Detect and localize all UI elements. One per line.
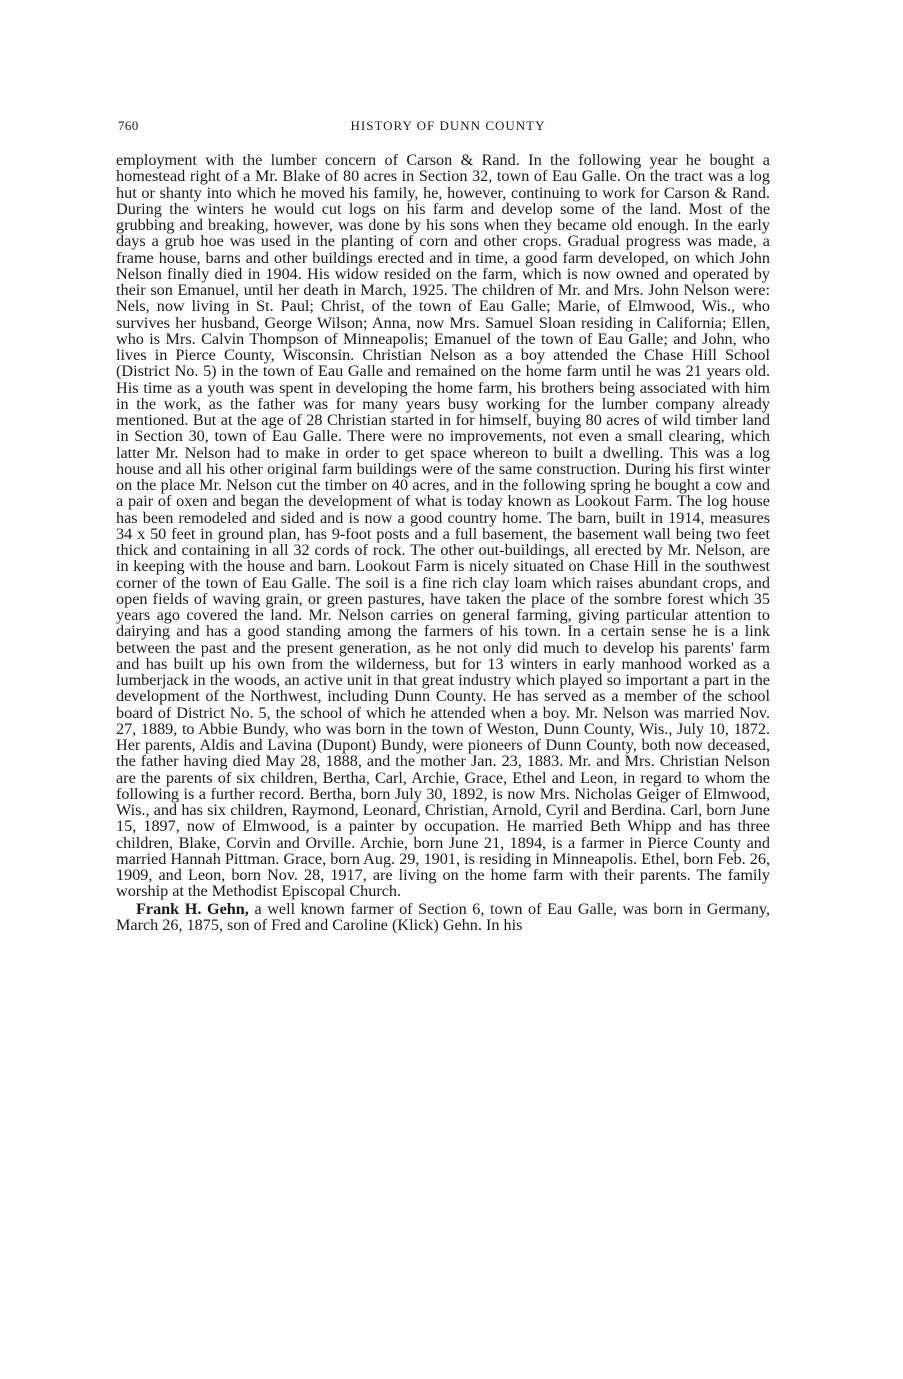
body-text xyxy=(116,152,770,933)
running-head xyxy=(118,118,778,138)
entry-name: Frank H. Gehn, xyxy=(136,899,249,918)
running-title: HISTORY OF DUNN COUNTY xyxy=(350,118,546,133)
page-number: 760 xyxy=(118,118,139,133)
biography-entry xyxy=(116,901,770,934)
body-paragraph: employment with the lumber concern of Carson & Rand. In the following year he bought a homestead right of a Mr. Blake of 80 acres in Section 32, town of Eau Galle. On the tract was a log hut or shanty into which he moved his family, he, however, continuing to work for Carson & Rand. During the winters he would cut logs on his farm and develop some of the land. Most of the grubbing and breaking, however, was done by his sons when they became old enough. In the early days a grub hoe was used in the planting of corn and other crops. Gradual progress was made, a frame house, barns and other buildings erected and in time, a good farm developed, on which John Nelson finally died in 1904. His widow resided on the farm, which is now owned and operated by their son Emanuel, until her death in March, 1925. The children of Mr. and Mrs. John Nelson were: Nels, now living in St. Paul; Christ, of the town of Eau Galle; Marie, of Elmwood, Wis., who survives her husband, George Wilson; Anna, now Mrs. Samuel Sloan residing in California; Ellen, who is Mrs. Calvin Thompson of Minneapolis; Emanuel of the town of Eau Galle; and John, who lives in Pierce County, Wisconsin. Christian Nelson as a boy attended the Chase Hill School (District No. 5) in the town of Eau Galle and remained on the home farm until he was 21 years old. His time as a youth was spent in developing the home farm, his brothers being associated with him in the work, as the father was for many years busy working for the lumber company already mentioned. But at the age of 28 Christian started in for himself, buying 80 acres of wild timber land in Section 30, town of Eau Galle. There were no improvements, not even a small clearing, which latter Mr. Nelson had to make in order to get space whereon to built a dwelling. This was a log house and all his other original farm buildings were of the same construction. During his first winter on the place Mr. Nelson cut the timber on 40 acres, and in the following spring he bought a cow and a pair of oxen and began the development of what is today known as Lookout Farm. The log house has been remodeled and sided and is now a good country home. The barn, built in 1914, measures 34 x 50 feet in ground plan, has 9-foot posts and a full basement, the basement wall being two feet thick and containing in all 32 cords of rock. The other out-buildings, all erected by Mr. Nelson, are in keeping with the house and barn. Lookout Farm is nicely situated on Chase Hill in the southwest corner of the town of Eau Galle. The soil is a fine rich clay loam which raises abundant crops, and open fields of waving grain, or green pastures, have taken the place of the sombre forest which 35 years ago covered the land. Mr. Nelson carries on general farming, giving particular attention to dairying and has a good standing among the farmers of his town. In a certain sense he is a link between the past and the present generation, as he not only did much to develop his parents' farm and has built up his own from the wilderness, but for 13 winters in early manhood worked as a lumberjack in the woods, an active unit in that great industry which played so important a part in the development of the Northwest, including Dunn County. He has served as a member of the school board of District No. 5, the school of which he attended when a boy. Mr. Nelson was married Nov. 27, 1889, to Abbie Bundy, who was born in the town of Weston, Dunn County, Wis., July 10, 1872. Her parents, Aldis and Lavina (Dupont) Bundy, were pioneers of Dunn County, both now deceased, the father having died May 28, 1888, and the mother Jan. 23, 1883. Mr. and Mrs. Christian Nelson are the parents of six children, Bertha, Carl, Archie, Grace, Ethel and Leon, in regard to whom the following is a further record. Bertha, born July 30, 1892, is now Mrs. Nicholas Geiger of Elmwood, Wis., and has six children, Raymond, Leonard, Christian, Arnold, Cyril and Berdina. Carl, born June 15, 1897, now of Elmwood, is a painter by occupation. He married Beth Whipp and has three children, Blake, Corvin and Orville. Archie, born June 21, 1894, is a farmer in Pierce County and married Hannah Pittman. Grace, born Aug. 29, 1901, is residing in Minneapolis. Ethel, born Feb. 26, 1909, and Leon, born Nov. 28, 1917, are living on the home farm with their parents. The family worship at the Methodist Episcopal Church. xyxy=(116,151,770,901)
entry-text: a well known farmer of Section 6, town of Eau Galle, was born in Germany, March 26, 1875, son of Fred and Caroline (Klick) Gehn. In his xyxy=(116,899,770,934)
